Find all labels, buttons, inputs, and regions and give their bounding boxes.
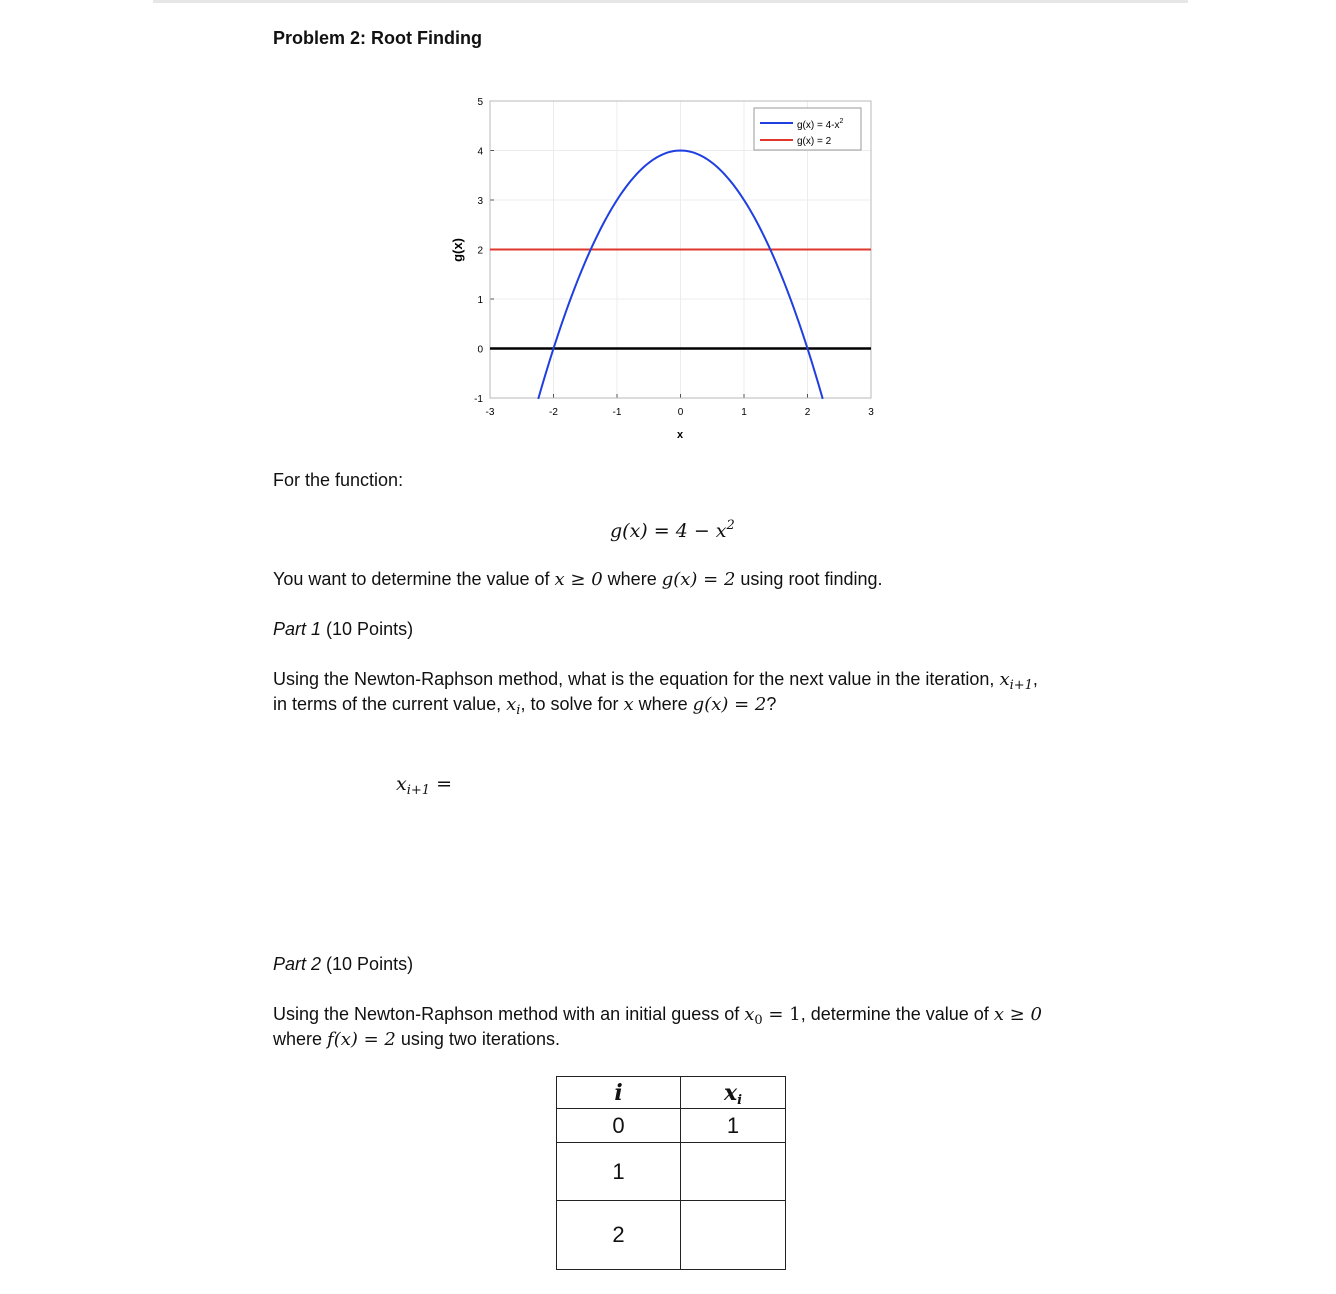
y-tick-label: 1 bbox=[477, 295, 483, 306]
table-row bbox=[557, 1143, 786, 1201]
cell-i: 2 bbox=[557, 1201, 681, 1270]
part2-question-line1: Using the Newton-Raphson method with an initial guess of $x_0 = 1$, determine the value of x ≥ 0 bbox=[273, 1004, 1042, 1028]
part1-answer-label: $x_{i+1}$ = bbox=[396, 773, 453, 798]
x-tick-label: 3 bbox=[868, 407, 874, 418]
iteration-table bbox=[556, 1076, 786, 1270]
x-tick-labels bbox=[486, 407, 875, 418]
page-top-border bbox=[153, 0, 1188, 3]
y-axis-label: g(x) bbox=[450, 238, 465, 262]
part2-heading: Part 2 (10 Points) bbox=[273, 954, 414, 974]
legend-entry-parabola: $g(x) = 4-x^2$ bbox=[797, 118, 844, 131]
legend bbox=[754, 108, 861, 150]
legend-entry-g2: g(x) = 2 bbox=[797, 136, 832, 147]
cell-i: 0 bbox=[557, 1109, 681, 1143]
y-tick-label: 4 bbox=[477, 146, 483, 158]
part1-heading: Part 1 (10 Points) bbox=[273, 619, 414, 639]
cell-x[interactable] bbox=[681, 1201, 786, 1270]
table-row bbox=[557, 1109, 786, 1143]
part1-question-line1: Using the Newton-Raphson method, what is the equation for the next value in the iteration, $x_{i+1}$, bbox=[273, 669, 1038, 693]
x-tick-label: -1 bbox=[612, 407, 622, 418]
function-chart bbox=[440, 88, 900, 448]
table-header-row bbox=[557, 1077, 786, 1109]
y-tick-label: 3 bbox=[477, 196, 483, 207]
cell-x[interactable]: 1 bbox=[681, 1109, 786, 1143]
y-tick-label: -1 bbox=[474, 394, 483, 405]
x-tick-label: 0 bbox=[677, 407, 684, 418]
page-title: Problem 2: Root Finding bbox=[273, 28, 482, 48]
x-tick-label: 1 bbox=[741, 407, 747, 418]
y-tick-label: 0 bbox=[477, 344, 483, 356]
y-tick-labels bbox=[474, 97, 483, 405]
problem-statement: You want to determine the value of x ≥ 0 where g(x) = 2 using root finding. bbox=[273, 569, 883, 590]
function-equation: $g(x) = 4 - x^2$ bbox=[610, 518, 735, 542]
x-tick-label: 2 bbox=[804, 407, 811, 418]
cell-x[interactable] bbox=[681, 1143, 786, 1201]
x-tick-label: -2 bbox=[549, 407, 558, 418]
x-axis-label: x bbox=[676, 429, 684, 441]
table-row bbox=[557, 1201, 786, 1270]
part1-question-line2: in terms of the current value, $x_i$, to solve for x where g(x) = 2? bbox=[273, 694, 777, 718]
part2-question-line2: where f(x) = 2 using two iterations. bbox=[273, 1029, 560, 1050]
y-tick-label: 5 bbox=[477, 97, 483, 108]
intro-text: For the function: bbox=[273, 470, 404, 490]
header-i: i bbox=[557, 1077, 681, 1109]
header-xi: $x_i$ bbox=[681, 1077, 786, 1109]
y-tick-label: 2 bbox=[477, 245, 483, 257]
x-tick-label: -3 bbox=[485, 407, 495, 418]
cell-i: 1 bbox=[557, 1143, 681, 1201]
